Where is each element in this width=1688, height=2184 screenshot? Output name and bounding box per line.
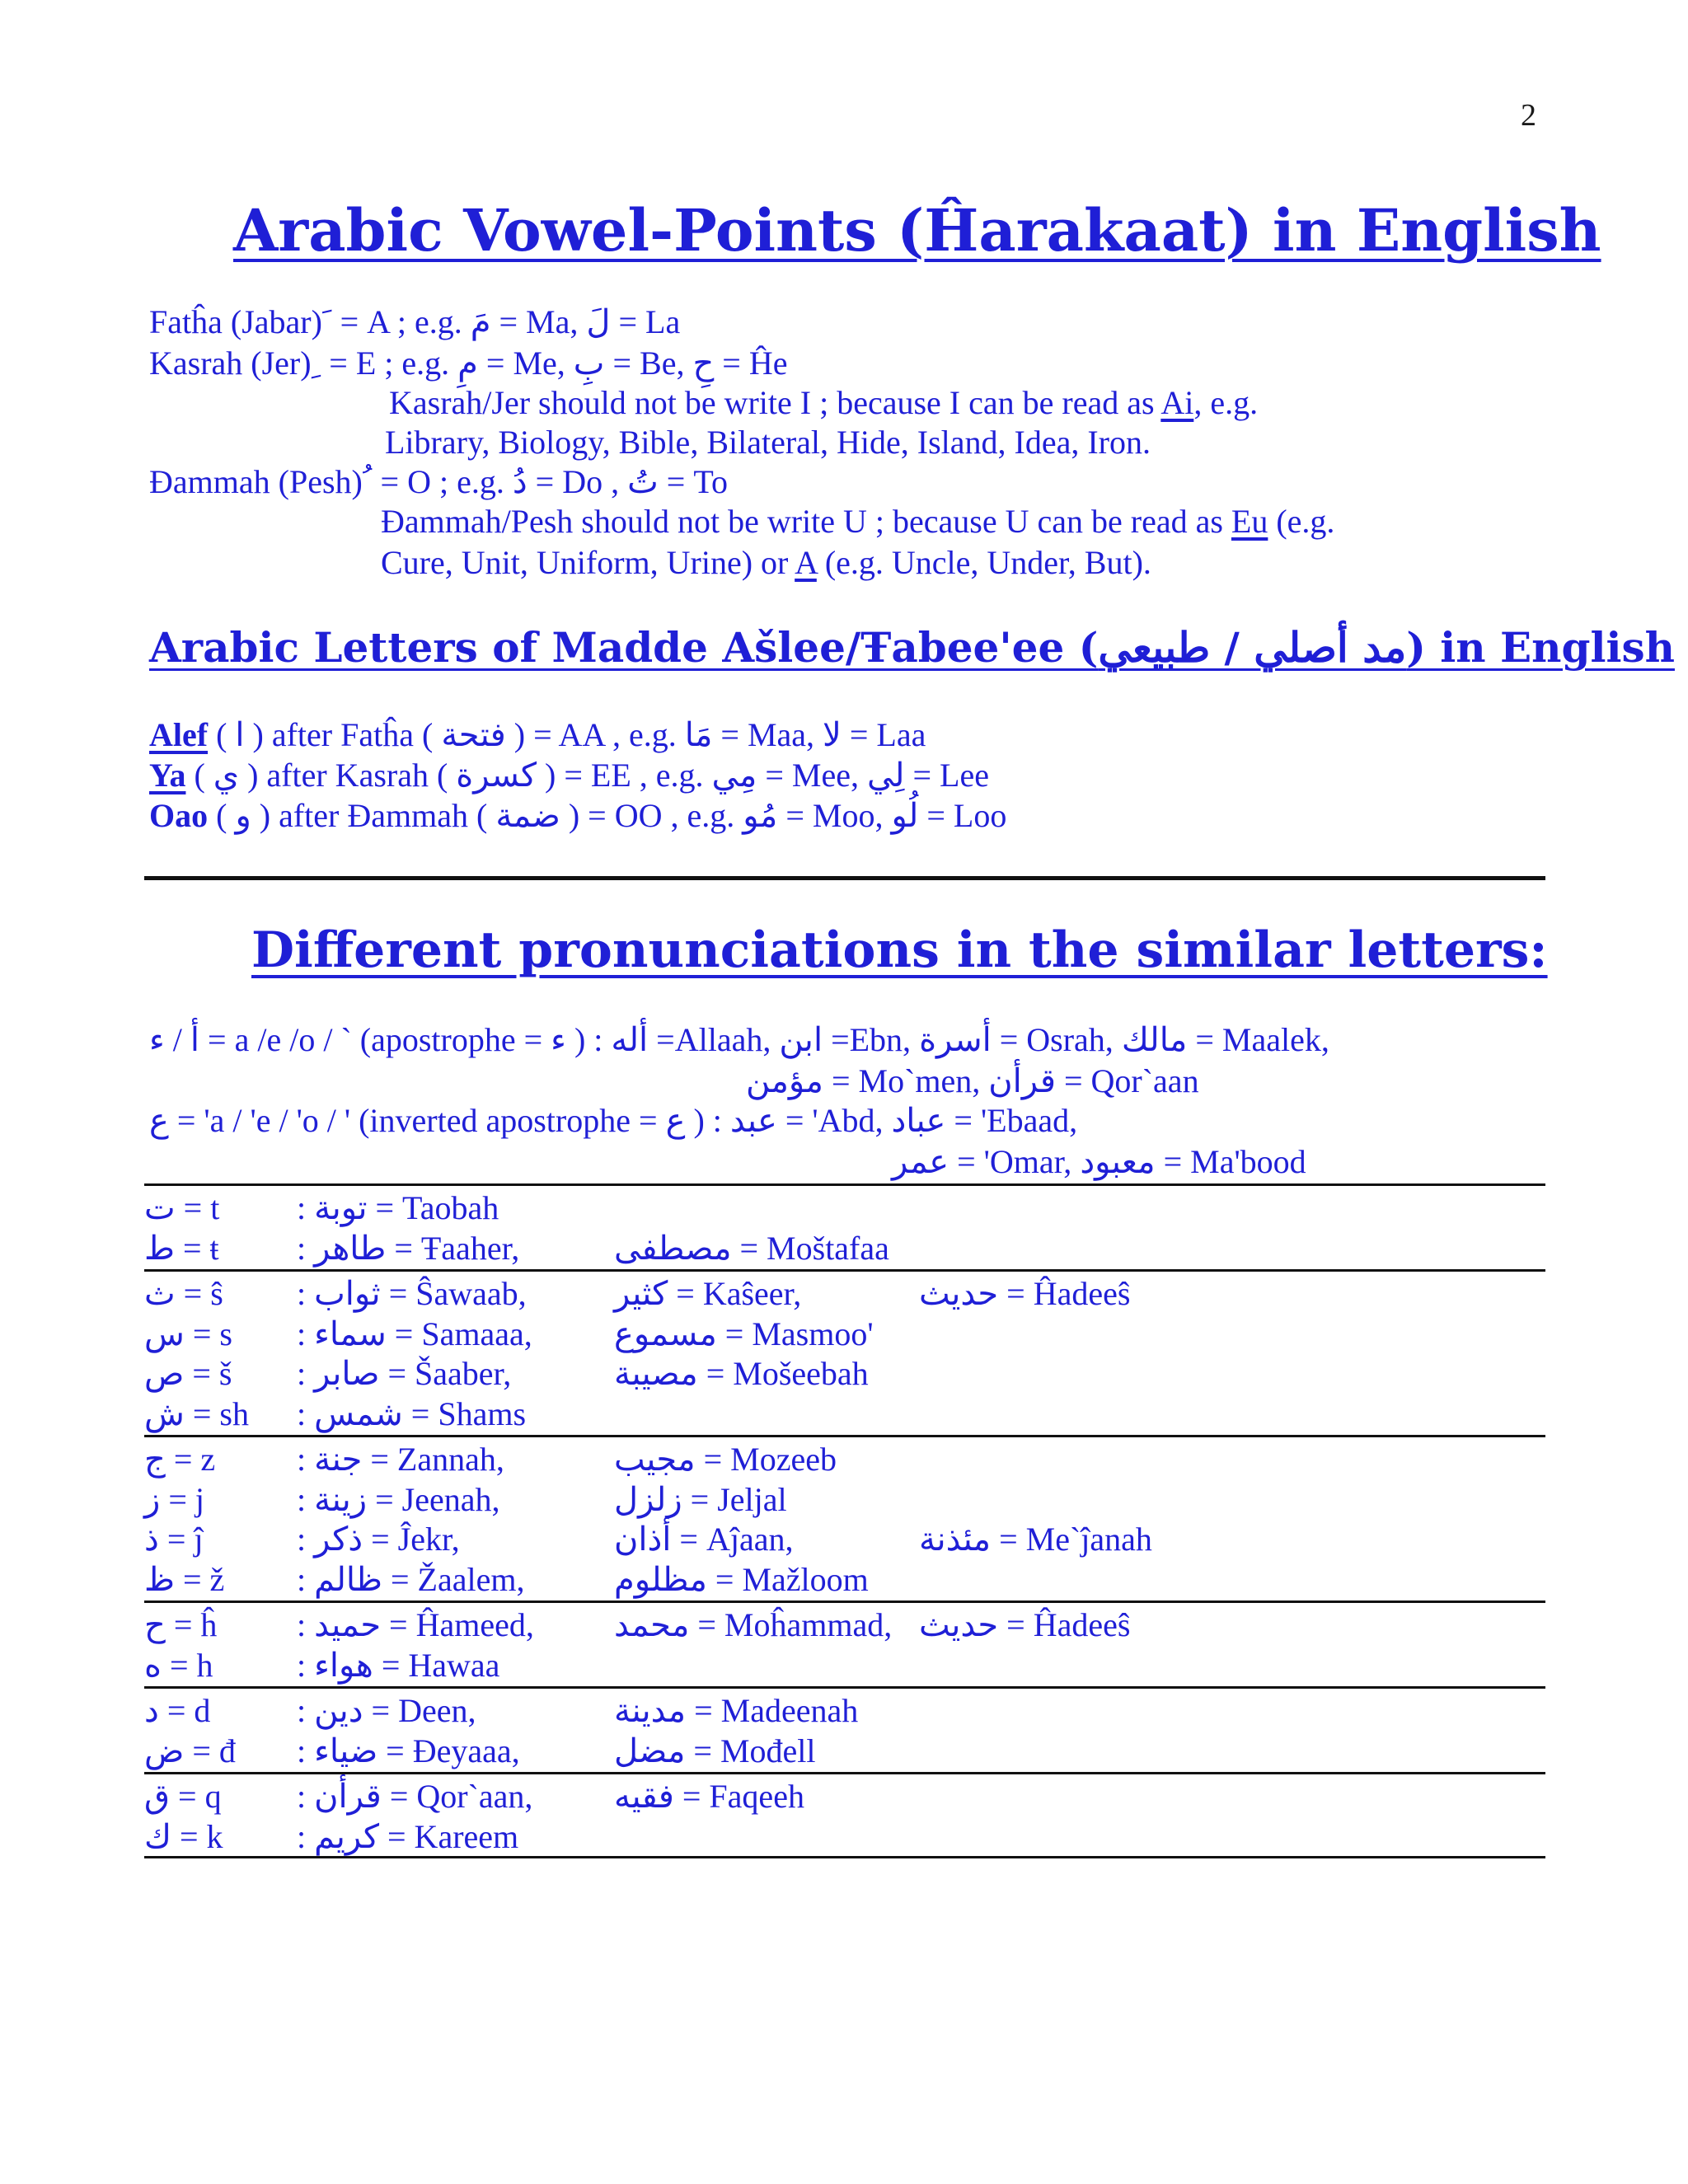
table-row <box>0 1480 1688 1520</box>
table-cell: : ثواب = Ŝawaab, <box>297 1275 527 1312</box>
kasrah-note-ai: Ai <box>1160 384 1194 421</box>
table-cell: : شمس = Shams <box>297 1394 527 1432</box>
table-rule <box>144 1435 1545 1437</box>
madde-rest-alef: ( ا ) after Fatĥa ( فتحة ) = AA , e.g. مَا = Maa, لا = Laa <box>216 716 926 753</box>
dammah-note-end: (e.g. Uncle, Under, But). <box>824 544 1151 581</box>
table-cell: ج = z <box>144 1441 216 1478</box>
table-cell: محمد = Moĥammad, <box>614 1606 893 1643</box>
inverted-apostrophe-line1: ع = 'a / 'e / 'o / ' (inverted apostrophe = ع ) : عبد = 'Abd, عباد = 'Ebaad, <box>149 1102 1078 1139</box>
table-cell: : ذكر = Ĵekr, <box>297 1521 460 1558</box>
table-cell: : دين = Deen, <box>297 1692 476 1729</box>
table-row <box>0 1605 1688 1645</box>
table-row <box>0 1732 1688 1771</box>
table-rule <box>144 1856 1545 1858</box>
table-cell: ث = ŝ <box>144 1275 223 1312</box>
madde-rest-ya: ( ي ) after Kasrah ( كسرة ) = EE , e.g. مِي = Mee, لِي = Lee <box>194 757 989 794</box>
table-cell: أذان = Aĵaan, <box>614 1521 794 1558</box>
table-row <box>0 1440 1688 1479</box>
section1-title: Arabic Vowel-Points (Ĥarakaat) in English <box>233 196 1601 265</box>
table-cell: : حميد = Ĥameed, <box>297 1606 534 1643</box>
table-row <box>0 1229 1688 1268</box>
table-cell: ش = sh <box>144 1394 249 1432</box>
table-row <box>0 1777 1688 1816</box>
table-row <box>0 1560 1688 1600</box>
table-cell: ز = j <box>144 1480 204 1518</box>
table-rule <box>144 1601 1545 1603</box>
madde-name-ya: Ya <box>149 757 186 794</box>
table-row <box>0 1646 1688 1685</box>
dammah-note-line2 <box>381 543 1151 582</box>
fatha-line: Fatĥa (Jabar) َ = A ; e.g. مَ = Ma, لَ = La <box>149 303 681 340</box>
dammah-note-text: Đammah/Pesh should not be write U ; because U can be read as <box>381 503 1223 540</box>
table-cell: حديث = Ĥadeeŝ <box>919 1275 1131 1312</box>
table-cell: ق = q <box>144 1778 222 1815</box>
section2-title: Arabic Letters of Madde Ašlee/Ŧabee'ee (مد أصلي / طبيعي) in English <box>149 623 1675 672</box>
table-rule <box>144 1686 1545 1689</box>
table-cell: فقيه = Faqeeh <box>614 1778 804 1815</box>
table-cell: ذ = ĵ <box>144 1521 204 1558</box>
madde-row-ya <box>149 756 989 794</box>
kasrah-line: Kasrah (Jer) ِ = E ; e.g. مِ = Me, بِ = Be, حِ = Ĥe <box>149 344 788 382</box>
table-cell: : هواء = Hawaa <box>297 1646 500 1684</box>
dammah-line: Đammah (Pesh) ُ = O ; e.g. دُ = Do , تُ = To <box>149 463 728 500</box>
table-cell: ص = š <box>144 1355 232 1392</box>
table-row <box>0 1354 1688 1394</box>
table-cell: حديث = Ĥadeeŝ <box>919 1606 1131 1643</box>
table-cell: ك = k <box>144 1817 223 1855</box>
inverted-apostrophe-line2: عمر = 'Omar, معبود = Ma'bood <box>892 1143 1306 1180</box>
table-cell: : طاهر = Ŧaaher, <box>297 1229 520 1267</box>
table-cell: د = d <box>144 1692 211 1729</box>
apostrophe-line1: أ / ء = a /e /o / ` (apostrophe = ء ) : أله =Allaah, ابن =Ebn, أسرة = Osrah, مالك = Maalek, <box>149 1021 1329 1058</box>
table-cell: كثير = Kaŝeer, <box>614 1275 802 1312</box>
table-cell: ظ = ž <box>144 1560 225 1598</box>
table-cell: مجيب = Mozeeb <box>614 1441 837 1478</box>
apostrophe-line2: مؤمن = Mo`men, قرأن = Qor`aan <box>746 1062 1199 1099</box>
dammah-note-eu: Eu <box>1231 503 1268 540</box>
madde-row-alef <box>149 715 926 754</box>
madde-name-alef: Alef <box>149 716 209 753</box>
table-cell: ط = ŧ <box>144 1229 219 1267</box>
table-cell: مظلوم = Mažloom <box>614 1560 869 1598</box>
table-cell: : جنة = Zannah, <box>297 1441 504 1478</box>
madde-rest-oao: ( و ) after Đammah ( ضمة ) = OO , e.g. مُو = Moo, لُو = Loo <box>216 797 1007 834</box>
table-cell: : زينة = Jeenah, <box>297 1480 500 1518</box>
kasrah-note-line1 <box>389 383 1258 422</box>
table-row <box>0 1274 1688 1314</box>
madde-row-oao <box>149 796 1006 835</box>
table-cell: : ضياء = Đeyaaa, <box>297 1732 520 1769</box>
kasrah-note-line2: Library, Biology, Bible, Bilateral, Hide, Island, Idea, Iron. <box>385 424 1151 461</box>
table-cell: : قرأن = Qor`aan, <box>297 1778 533 1815</box>
section-divider <box>144 876 1545 880</box>
dammah-note-examples: Cure, Unit, Uniform, Urine) or <box>381 544 789 581</box>
table-row <box>0 1315 1688 1354</box>
kasrah-note-text: Kasrah/Jer should not be write I ; because I can be read as <box>389 384 1155 421</box>
table-cell: : ظالم = Žaalem, <box>297 1560 525 1598</box>
table-cell: مسموع = Masmoo' <box>614 1315 874 1352</box>
table-cell: مصطفى = Moštafaa <box>614 1229 889 1267</box>
table-cell: مدينة = Madeenah <box>614 1692 859 1729</box>
table-cell: ح = ĥ <box>144 1606 218 1643</box>
table-rule <box>144 1183 1545 1186</box>
table-cell: ض = đ <box>144 1732 236 1769</box>
table-row <box>0 1188 1688 1228</box>
table-cell: : سماء = Samaaa, <box>297 1315 532 1352</box>
table-row <box>0 1817 1688 1857</box>
table-row <box>0 1691 1688 1731</box>
table-cell: ه = h <box>144 1646 213 1684</box>
table-cell: زلزل = Jeljal <box>614 1480 787 1518</box>
table-cell: : توبة = Taobah <box>297 1189 499 1226</box>
dammah-note-a: A <box>795 544 817 581</box>
table-cell: مئذنة = Me`ĵanah <box>919 1521 1152 1558</box>
madde-name-oao: Oao <box>149 797 209 834</box>
table-cell: مضل = Mođell <box>614 1732 816 1769</box>
dammah-note-eg: (e.g. <box>1276 503 1335 540</box>
kasrah-note-eg: , e.g. <box>1193 384 1259 421</box>
table-cell: مصيبة = Mošeebah <box>614 1355 869 1392</box>
table-rule <box>144 1772 1545 1774</box>
page-number: 2 <box>1521 98 1536 133</box>
table-row <box>0 1520 1688 1559</box>
table-rule <box>144 1269 1545 1272</box>
section3-title: Different pronunciations in the similar letters: <box>251 921 1548 979</box>
table-cell: : صابر = Šaaber, <box>297 1355 512 1392</box>
table-cell: س = s <box>144 1315 232 1352</box>
table-row <box>0 1394 1688 1434</box>
table-cell: : كريم = Kareem <box>297 1817 519 1855</box>
dammah-note-line1 <box>381 502 1334 541</box>
table-cell: ت = t <box>144 1189 220 1226</box>
